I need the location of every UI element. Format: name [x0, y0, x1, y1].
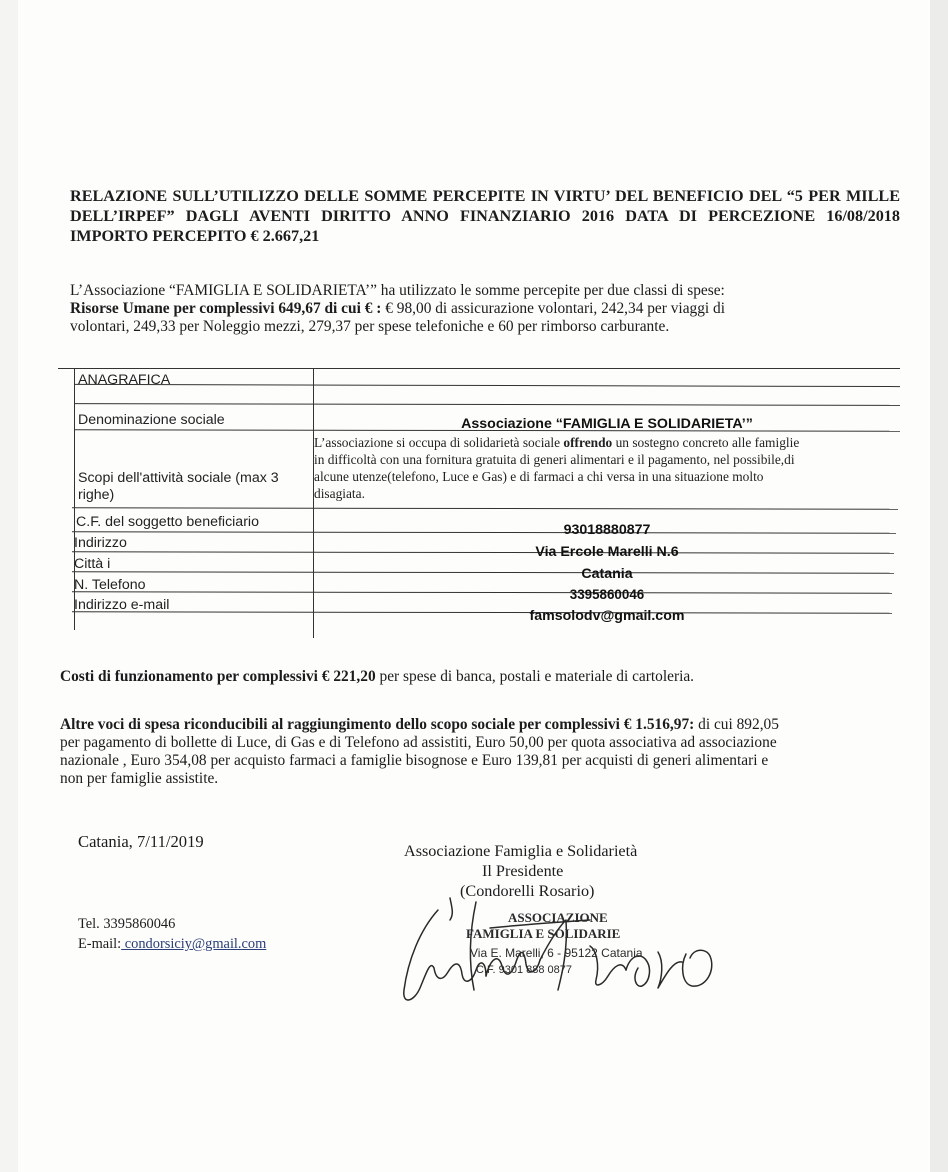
scopi-line-1-a: L’associazione si occupa di solidarietà sociale	[314, 435, 564, 450]
scopi-line-2: in difficoltà con una fornitura gratuita di generi alimentari e il pagamento, nel possibile,di	[314, 452, 795, 467]
document-title: RELAZIONE SULL’UTILIZZO DELLE SOMME PERCEPITE IN VIRTU’ DEL BENEFICIO DEL “5 PER MILLE DELL’IRPEF” DAGLI AVENTI DIRITTO ANNO FINANZIARIO 2016 DATA DI PERCEZIONE 16/08/2018 IMPORTO PERCEPITO € 2.667,21	[70, 187, 900, 245]
altre-line-4: non per famiglie assistite.	[60, 770, 219, 787]
intro-line-3: volontari, 249,33 per Noleggio mezzi, 279,37 per spese telefoniche e 60 per rimborso carburante.	[70, 318, 670, 335]
footer-email-link[interactable]: condorsiciy@gmail.com	[121, 936, 267, 952]
anagrafica-table	[58, 368, 900, 638]
table-line	[74, 403, 900, 406]
footer-email-line	[78, 936, 266, 953]
stamp-line-4: C.F. 9301 888 0877	[476, 964, 573, 976]
costi-rest: per spese di banca, postali e materiale di cartoleria.	[375, 668, 695, 685]
scopi-label-1: Scopi dell'attività sociale (max 3	[78, 470, 279, 486]
cf-value: 93018880877	[563, 522, 651, 538]
table-line	[74, 384, 900, 387]
scopi-line-3: alcune utenze(telefono, Luce e Gas) e di farmaci a chi versa in una situazione molto	[314, 469, 764, 484]
scopi-line-1	[314, 434, 799, 451]
place-date: Catania, 7/11/2019	[78, 832, 204, 851]
citta-value: Catania	[581, 566, 633, 582]
intro-line-2	[70, 300, 725, 318]
anagrafica-header: ANAGRAFICA	[78, 372, 171, 388]
costi-bold: Costi di funzionamento per complessivi € 221,20	[60, 668, 376, 685]
citta-label: Città i	[74, 556, 111, 572]
scopi-line-1-b: offrendo	[563, 435, 613, 450]
altre-line-3: nazionale , Euro 354,08 per acquisto farmaci a famiglie bisognose e Euro 139,81 per acquisti di generi alimentari e	[60, 752, 769, 769]
altre-line-2: per pagamento di bollette di Luce, di Gas e di Telefono ad assistiti, Euro 50,00 per quota associativa ad associazione	[60, 734, 777, 751]
telefono-value: 3395860046	[569, 587, 645, 602]
risorse-rest: € 98,00 di assicurazione volontari, 242,34 per viaggi di	[385, 300, 726, 317]
scopi-label-2: righe)	[78, 487, 115, 503]
denominazione-value: Associazione “FAMIGLIA E SOLIDARIETA’”	[461, 416, 753, 432]
scan-edge	[930, 0, 948, 1172]
scopi-line-1-c: un sostegno concreto alle famiglie	[612, 435, 800, 450]
intro-line-1: L’Associazione “FAMIGLIA E SOLIDARIETA’” ha utilizzato le somme percepite per due classi di spese:	[70, 282, 725, 299]
cf-label: C.F. del soggetto beneficiario	[76, 514, 259, 530]
stamp-line-3: Via E. Marelli, 6 - 95122 Catania	[470, 946, 643, 960]
risorse-bold: Risorse Umane per complessivi 649,67 di cui € :	[70, 300, 386, 317]
email-value: famsolodv@gmail.com	[529, 608, 685, 624]
altre-rest: di cui 892,05	[694, 716, 779, 733]
signature-graphic	[390, 890, 740, 1010]
signer-role: Il Presidente	[482, 862, 564, 880]
table-line	[72, 507, 898, 509]
indirizzo-value: Via Ercole Marelli N.6	[535, 544, 679, 560]
email-label: Indirizzo e-mail	[74, 597, 170, 613]
footer-tel: Tel. 3395860046	[78, 916, 176, 932]
stamp-line-2: FAMIGLIA E SOLIDARIE	[466, 926, 621, 941]
stamp-line-1: ASSOCIAZIONE	[508, 910, 608, 925]
footer-email-label: E-mail:	[78, 936, 122, 952]
table-line	[58, 368, 900, 369]
altre-line-1	[60, 716, 779, 734]
signer-association: Associazione Famiglia e Solidarietà	[404, 842, 638, 860]
altre-bold: Altre voci di spesa riconducibili al raggiungimento dello scopo sociale per complessivi € 1.516,97:	[60, 716, 695, 733]
indirizzo-label: Indirizzo	[74, 535, 127, 551]
telefono-label: N. Telefono	[74, 577, 146, 593]
scopi-line-4: disagiata.	[314, 486, 365, 501]
denominazione-label: Denominazione sociale	[78, 412, 225, 428]
costi-paragraph	[60, 668, 694, 686]
signer-name: (Condorelli Rosario)	[460, 882, 595, 900]
